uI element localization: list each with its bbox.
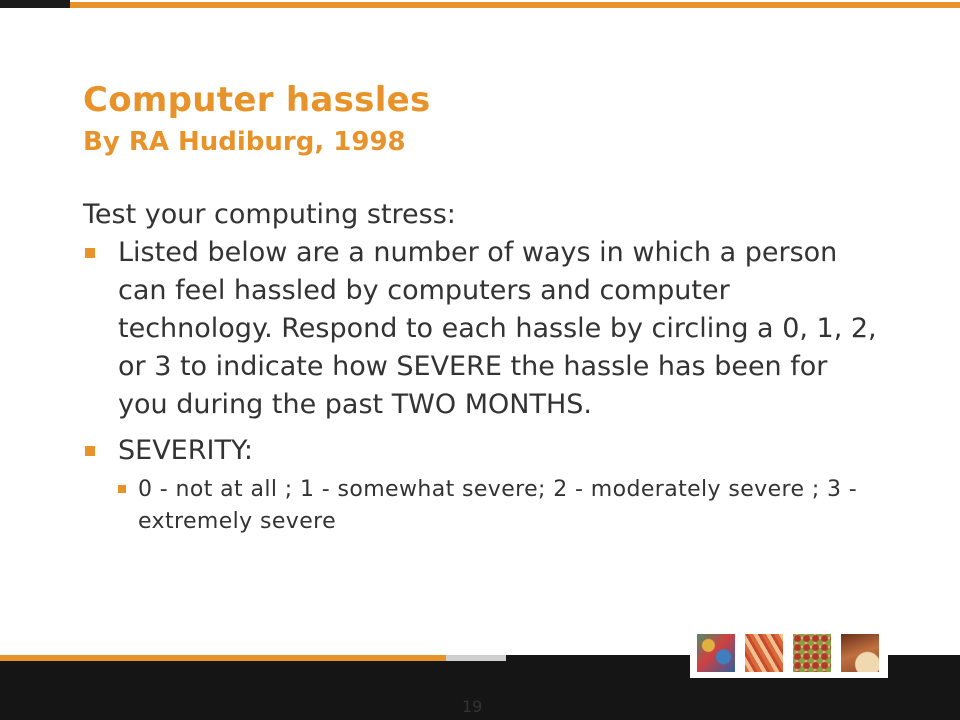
- bullet-item: [83, 234, 883, 424]
- top-bar-accent: [70, 2, 960, 8]
- square-bullet-icon: [85, 248, 95, 258]
- intro-text: Test your computing stress:: [83, 199, 456, 230]
- slide-body: [83, 197, 883, 538]
- bullet-text: SEVERITY:: [118, 435, 253, 466]
- square-bullet-icon: [85, 446, 95, 456]
- square-bullet-icon: [118, 485, 126, 493]
- slide-subtitle: By RA Hudiburg, 1998: [83, 127, 406, 157]
- bullet-text: Listed below are a number of ways in which a person can feel hassled by computers and computer technology. Respond to each hassle by circling a 0, 1, 2, or 3 to indicate how SEVERE the hassle has been for you during the past TWO MONTHS.: [118, 237, 877, 420]
- slide-title: Computer hassles: [83, 80, 431, 120]
- bullet-item: [83, 432, 883, 470]
- decorative-thumbnail-image: [793, 634, 831, 672]
- decorative-thumbnail-image: [841, 634, 879, 672]
- sub-bullet-item: [83, 474, 883, 538]
- top-bar-dark: [0, 0, 70, 8]
- decorative-thumbnail-image: [745, 634, 783, 672]
- page-number: 19: [462, 697, 483, 716]
- sub-bullet-text: 0 - not at all ; 1 - somewhat severe; 2 - moderately severe ; 3 - extremely severe: [138, 477, 858, 534]
- decorative-thumbnail-image: [697, 634, 735, 672]
